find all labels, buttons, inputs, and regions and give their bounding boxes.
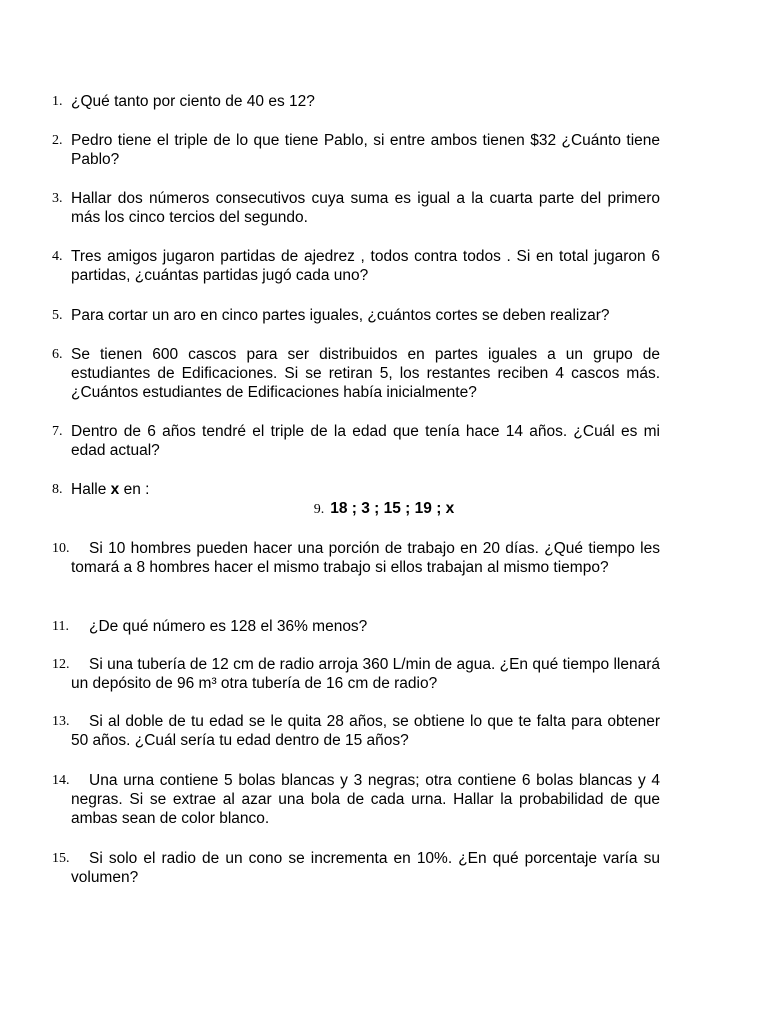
problem-15 (52, 849, 660, 887)
problem-text-pre: Halle (71, 481, 111, 498)
problem-9-sequence (0, 499, 768, 519)
problem-number: 8. (52, 482, 63, 497)
problem-text: Tres amigos jugaron partidas de ajedrez , todos contra todos . Si en total jugaron 6 partidas, ¿cuántas partidas jugó cada uno? (71, 248, 660, 284)
problem-text: Para cortar un aro en cinco partes iguales, ¿cuántos cortes se deben realizar? (71, 307, 610, 324)
problem-number: 2. (52, 133, 63, 148)
problem-11 (52, 617, 660, 636)
problem-text: Si una tubería de 12 cm de radio arroja 360 L/min de agua. ¿En qué tiempo llenará un depósito de 96 m³ otra tubería de 16 cm de radio? (71, 656, 660, 692)
problem-text: Pedro tiene el triple de lo que tiene Pablo, si entre ambos tienen $32 ¿Cuánto tiene Pablo? (71, 132, 660, 168)
sequence-values: 18 ; 3 ; 15 ; 19 ; x (330, 500, 455, 517)
problem-text: Se tienen 600 cascos para ser distribuidos en partes iguales a un grupo de estudiantes de Edificaciones. Si se retiran 5, los restantes reciben 4 cascos más. ¿Cuántos estudiantes de Edificaciones había inicialmente? (71, 346, 660, 401)
problem-12 (52, 655, 660, 693)
problem-2 (52, 131, 660, 169)
problem-number: 10. (52, 541, 70, 556)
problem-10 (52, 539, 660, 577)
variable-x: x (110, 481, 120, 498)
problem-7 (52, 422, 660, 460)
problem-text-post: en : (119, 481, 150, 498)
problem-number: 7. (52, 424, 63, 439)
problem-text: Dentro de 6 años tendré el triple de la edad que tenía hace 14 años. ¿Cuál es mi edad actual? (71, 423, 660, 459)
problem-4 (52, 247, 660, 285)
problem-text: Si solo el radio de un cono se incrementa en 10%. ¿En qué porcentaje varía su volumen? (71, 850, 660, 886)
problem-8 (52, 480, 660, 499)
problem-text: Si al doble de tu edad se le quita 28 años, se obtiene lo que te falta para obtener 50 años. ¿Cuál sería tu edad dentro de 15 años? (71, 713, 660, 749)
problem-number: 11. (52, 619, 69, 634)
problem-number: 13. (52, 714, 70, 729)
problem-number: 5. (52, 308, 63, 323)
problem-text: ¿De qué número es 128 el 36% menos? (89, 618, 368, 635)
problem-text: Una urna contiene 5 bolas blancas y 3 negras; otra contiene 6 bolas blancas y 4 negras. Si se extrae al azar una bola de cada urna. Hallar la probabilidad de que ambas sean de color blanco. (71, 772, 660, 827)
problem-number: 9. (313, 502, 325, 517)
problem-number: 15. (52, 851, 70, 866)
problem-number: 1. (52, 94, 63, 109)
problem-number: 6. (52, 347, 63, 362)
problem-6 (52, 345, 660, 402)
problem-text: Si 10 hombres pueden hacer una porción de trabajo en 20 días. ¿Qué tiempo les tomará a 8 hombres hacer el mismo trabajo si ellos trabajan al mismo tiempo? (71, 540, 660, 576)
problem-text: Hallar dos números consecutivos cuya suma es igual a la cuarta parte del primero más los cinco tercios del segundo. (71, 190, 660, 226)
problem-3 (52, 189, 660, 227)
problem-5 (52, 306, 660, 325)
problem-14 (52, 771, 660, 828)
problem-text (71, 480, 660, 499)
problem-number: 4. (52, 249, 63, 264)
problem-number: 12. (52, 657, 70, 672)
problem-text: ¿Qué tanto por ciento de 40 es 12? (71, 93, 315, 110)
problem-number: 14. (52, 773, 70, 788)
problem-1 (52, 92, 660, 111)
problem-number: 3. (52, 191, 63, 206)
problem-13 (52, 712, 660, 750)
